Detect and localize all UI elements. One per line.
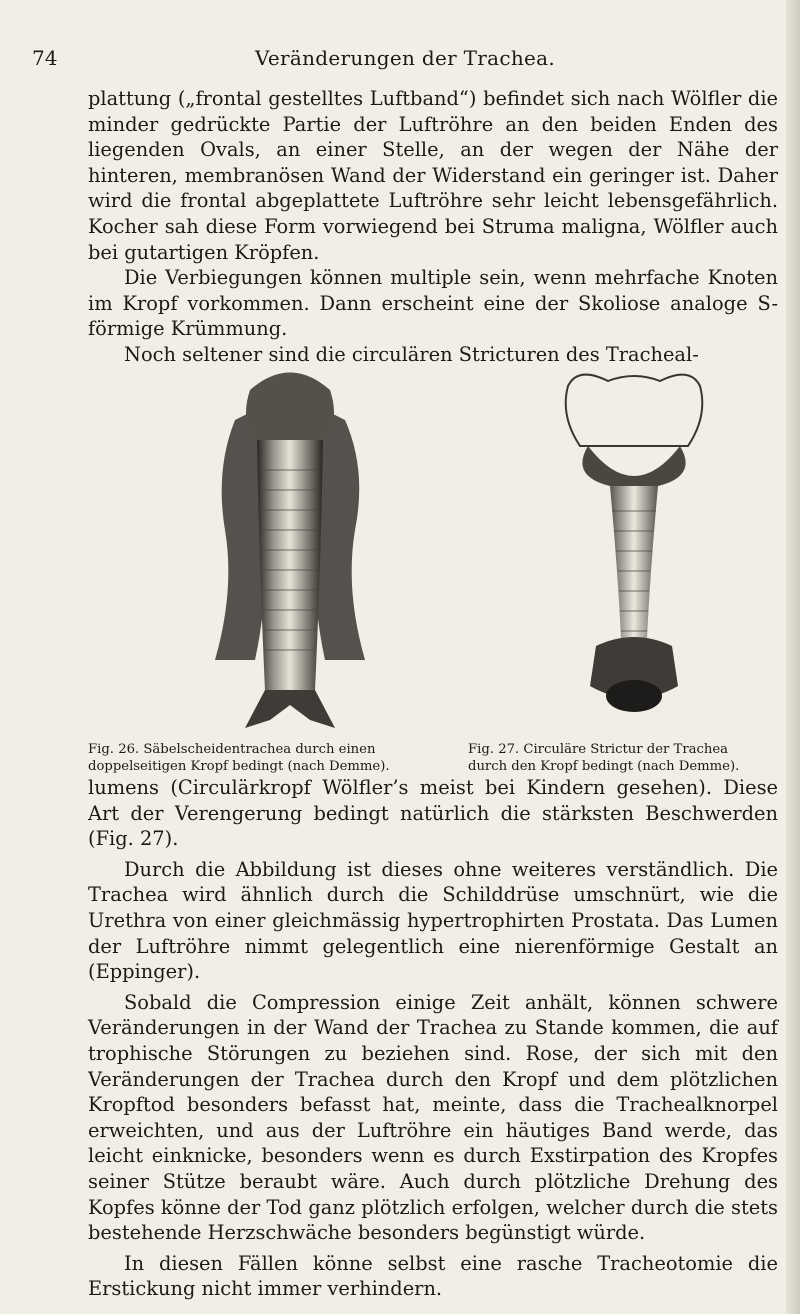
paragraph: Noch seltener sind die circulären Stricturen des Tracheal- [124, 342, 699, 366]
caption-text: Säbelscheidentrachea durch einen [143, 742, 376, 757]
page-edge [786, 0, 800, 1314]
caption-text: Circuläre Strictur der Trachea [523, 742, 729, 757]
caption-text: doppelseitigen Kropf bedingt (nach Demme). [88, 759, 390, 774]
figure-label: Fig. 26. [88, 742, 140, 757]
paragraph: plattung („frontal gestelltes Luftband“) befindet sich nach Wölfler die minder gedrückte Partie der Luftröhre an den beiden Enden des liegenden Ovals, an einer Stelle, an der wegen der Nähe der hinteren, membranösen Wand der Widerstand ein geringer ist. Daher wird die frontal abgeplattete Luftröhre sehr leicht lebensgefährlich. Kocher sah diese Form vorwiegend bei Struma maligna, Wölfler auch bei gutartigen Kröpfen. [88, 87, 778, 264]
paragraph: Die Verbiegungen können multiple sein, wenn mehrfache Knoten im Kropf vorkommen. Dann erscheint eine der Skoliose analoge S-förmige Krümmung. [88, 266, 778, 341]
caption-text: durch den Kropf bedingt (nach Demme). [468, 759, 740, 774]
body-text-bottom [88, 775, 778, 1302]
figure-27-illustration [548, 366, 720, 730]
figure-26-illustration [195, 360, 385, 732]
figure-27-caption [468, 741, 783, 775]
body-text-top [88, 86, 778, 368]
paragraph: lumens (Circulärkropf Wölfler’s meist bei Kindern gesehen). Diese Art der Verengerung bedingt natürlich die stärksten Beschwerden (Fig. 27). [88, 776, 778, 851]
paragraph: Durch die Abbildung ist dieses ohne weiteres verständlich. Die Trachea wird ähnlich durch die Schilddrüse umschnürt, wie die Urethra von einer gleichmässig hypertrophirten Prostata. Das Lumen der Luftröhre nimmt gelegentlich eine nierenförmige Gestalt an (Eppinger). [88, 857, 778, 984]
page-number: 74 [32, 46, 58, 70]
paragraph: Sobald die Compression einige Zeit anhält, können schwere Veränderungen in der Wand der Trachea zu Stande kommen, die auf trophische Störungen zu beziehen sind. Rose, der sich mit den Veränderungen der Trachea durch den Kropf und dem plötzlichen Kropftod besonders befasst hat, meinte, dass die Trachealknorpel erweichten, und aus der Luftröhre ein häutiges Band werde, das leicht einknicke, besonders wenn es durch Exstirpation des Kropfes seiner Stütze beraubt wäre. Auch durch plötzliche Drehung des Kopfes könne der Tod ganz plötzlich erfolgen, welcher durch die stets bestehende Herzschwäche besonders begünstigt würde. [88, 990, 778, 1245]
figure-label: Fig. 27. [468, 742, 520, 757]
figure-26-caption [88, 741, 438, 775]
paragraph: In diesen Fällen könne selbst eine rasche Tracheotomie die Erstickung nicht immer verhindern. [88, 1251, 778, 1301]
running-title: Veränderungen der Trachea. [255, 46, 556, 70]
page-header [0, 46, 800, 76]
